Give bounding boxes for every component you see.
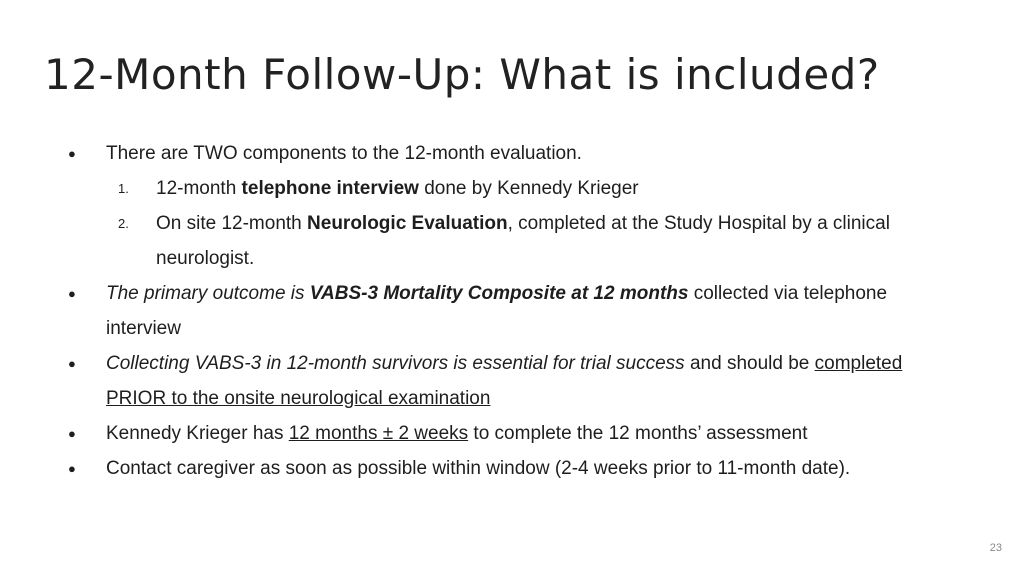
bullet-item-contact-caregiver <box>60 451 960 486</box>
bullet-text-post: and should be <box>684 353 815 374</box>
bullet-text-italic: The primary outcome is <box>106 283 310 304</box>
bullet-list <box>60 136 960 486</box>
bullet-dot-icon: ● <box>68 356 76 371</box>
subitem-text-post: , completed at the Study Hospital by a clinical neurologist. <box>156 213 890 269</box>
bullet-text-underline: 12 months ± 2 weeks <box>288 423 469 444</box>
subitem-text-bold: Neurologic Evaluation <box>307 213 508 234</box>
bullet-dot-icon: ● <box>68 426 76 441</box>
bullet-text-underline: completed PRIOR to the onsite neurological examination <box>106 353 903 409</box>
subitem-telephone-interview <box>60 171 960 206</box>
slide-title: 12-Month Follow-Up: What is included? <box>44 50 880 99</box>
page-number: 23 <box>989 542 1002 554</box>
bullet-text-pre: Kennedy Krieger has <box>106 423 289 444</box>
subitem-text-post: done by Kennedy Krieger <box>418 178 639 199</box>
subitem-text-pre: 12-month <box>156 178 242 199</box>
bullet-text-post: collected via telephone interview <box>106 283 888 339</box>
bullet-item-collecting-vabs <box>60 346 960 416</box>
subitem-neurologic-evaluation <box>60 206 960 276</box>
bullet-text-bold-italic: VABS-3 Mortality Composite at 12 months <box>309 283 689 304</box>
bullet-item-components <box>60 136 960 171</box>
subitem-number: 1. <box>118 181 129 196</box>
subitem-text-pre: On site 12-month <box>156 213 308 234</box>
bullet-item-kennedy-krieger <box>60 416 960 451</box>
bullet-text-italic: Collecting VABS-3 in 12-month survivors is essential for trial success <box>106 353 685 374</box>
subitem-text-bold: telephone interview <box>241 178 419 199</box>
subitem-number: 2. <box>118 216 129 231</box>
bullet-dot-icon: ● <box>68 146 76 161</box>
bullet-dot-icon: ● <box>68 461 76 476</box>
bullet-dot-icon: ● <box>68 286 76 301</box>
bullet-item-primary-outcome <box>60 276 960 346</box>
bullet-text: There are TWO components to the 12-month evaluation. <box>106 143 582 164</box>
bullet-text-post: to complete the 12 months’ assessment <box>468 423 808 444</box>
bullet-text: Contact caregiver as soon as possible within window (2-4 weeks prior to 11-month date). <box>106 458 851 479</box>
